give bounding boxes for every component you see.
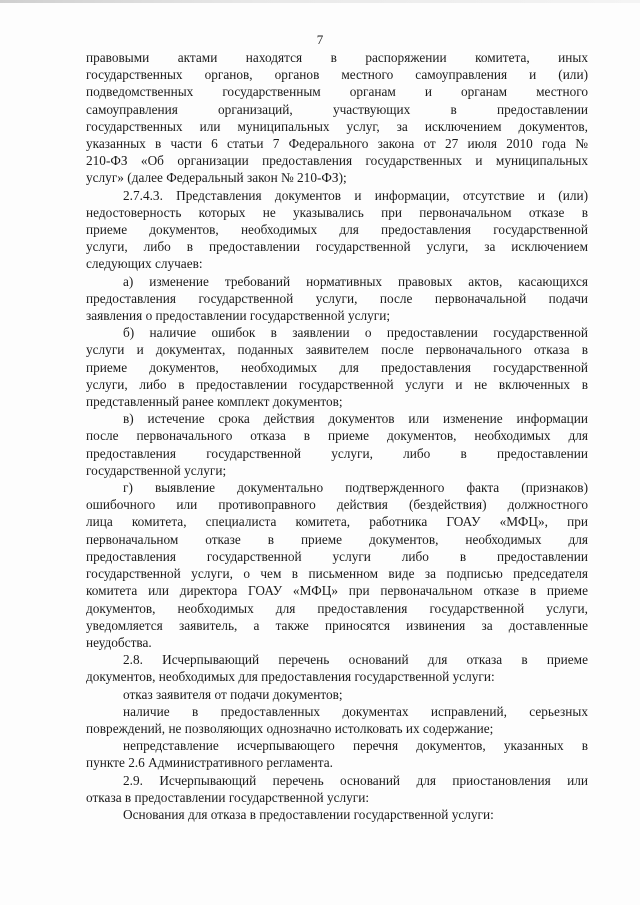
text-line: недостоверность которых не указывались при первоначальном отказе в bbox=[86, 204, 588, 220]
list-item-b bbox=[86, 324, 588, 410]
list-item-v bbox=[86, 410, 588, 479]
text-line: наличие в предоставленных документах исправлений, серьезных bbox=[123, 703, 588, 719]
text-line: повреждений, не позволяющих однозначно истолковать их содержание; bbox=[86, 720, 494, 736]
text-line: услуги, либо в предоставлении государственной услуги и не включенных в bbox=[86, 376, 588, 392]
paragraph-legal-acts-continuation bbox=[86, 49, 588, 187]
text-line: неудобства. bbox=[86, 634, 152, 650]
text-line: 2.7.4.3. Представления документов и информации, отсутствие и (или) bbox=[123, 187, 588, 203]
list-item-a bbox=[86, 273, 588, 325]
text-line: подведомственных государственным органам и органам местного bbox=[86, 84, 588, 100]
text-line: лица комитета, специалиста комитета, работника ГОАУ «МФЦ», при bbox=[86, 514, 588, 530]
text-line: правовыми актами находятся в распоряжении комитета, иных bbox=[86, 50, 588, 65]
text-line: отказа в предоставлении государственной услуги: bbox=[86, 789, 370, 805]
text-line: услуги, либо в предоставлении государственной услуги, за исключением bbox=[86, 239, 588, 255]
text-line: государственных или муниципальных услуг, за исключением документов, bbox=[86, 118, 588, 134]
text-line: пункте 2.6 Административного регламента. bbox=[86, 755, 333, 771]
text-line: 2.8. Исчерпывающий перечень оснований для отказа в приеме bbox=[123, 652, 588, 668]
document-body bbox=[86, 49, 588, 823]
text-line: 210-ФЗ «Об организации предоставления государственных и муниципальных bbox=[86, 153, 588, 169]
text-line: Основания для отказа в предоставлении государственной услуги: bbox=[123, 806, 494, 822]
text-line: приеме документов, необходимых для предоставления государственной bbox=[86, 222, 588, 238]
text-line: государственной услуги; bbox=[86, 462, 227, 478]
text-line: г) выявление документально подтвержденного факта (признаков) bbox=[123, 480, 588, 496]
text-line: предоставления государственной услуги, после первоначальной подачи bbox=[86, 290, 588, 306]
text-line: самоуправления организаций, участвующих в предоставлении bbox=[86, 101, 588, 117]
reason-applicant-refusal bbox=[86, 686, 588, 703]
text-line: в) истечение срока действия документов или изменение информации bbox=[123, 411, 588, 427]
text-line: документов, необходимых для предоставления государственной услуги: bbox=[86, 669, 495, 685]
text-line: заявления о предоставлении государственной услуги; bbox=[86, 308, 391, 324]
scan-edge bbox=[0, 0, 640, 3]
page-number: 7 bbox=[316, 32, 324, 47]
text-line: государственных органов, органов местного самоуправления и (или) bbox=[86, 67, 588, 83]
text-line: комитета или директора ГОАУ «МФЦ» при первоначальном отказе в приеме bbox=[86, 583, 588, 599]
text-line: услуг» (далее Федеральный закон № 210-ФЗ); bbox=[86, 170, 347, 186]
text-line: указанных в части 6 статьи 7 Федерального закона от 27 июля 2010 года № bbox=[86, 136, 588, 152]
paragraph-2-9 bbox=[86, 772, 588, 806]
paragraph-2-8 bbox=[86, 651, 588, 685]
reason-corrections-damage bbox=[86, 703, 588, 737]
text-line: 2.9. Исчерпывающий перечень оснований для приостановления или bbox=[123, 772, 588, 788]
list-item-g bbox=[86, 479, 588, 651]
reason-incomplete-documents bbox=[86, 737, 588, 771]
text-line: первоначальном отказе в приеме документов, необходимых для bbox=[86, 531, 588, 547]
text-line: отказ заявителя от подачи документов; bbox=[123, 686, 343, 702]
text-line: предоставления государственной услуги либо в предоставлении bbox=[86, 548, 588, 564]
text-line: следующих случаев: bbox=[86, 256, 203, 272]
text-line: услуги и документах, поданных заявителем после первоначального отказа в bbox=[86, 342, 588, 358]
text-line: предоставления государственной услуги, либо в предоставлении bbox=[86, 445, 588, 461]
text-line: государственной услуги, о чем в письменном виде за подписью председателя bbox=[86, 566, 588, 582]
text-line: приеме документов, необходимых для предоставления государственной bbox=[86, 359, 588, 375]
text-line: ошибочного или противоправного действия (бездействия) должностного bbox=[86, 497, 588, 513]
text-line: непредставление исчерпывающего перечня документов, указанных в bbox=[123, 738, 588, 754]
text-line: после первоначального отказа в приеме документов, необходимых для bbox=[86, 428, 588, 444]
text-line: уведомляется заявитель, а также приносятся извинения за доставленные bbox=[86, 617, 588, 633]
text-line: б) наличие ошибок в заявлении о предоставлении государственной bbox=[123, 325, 588, 341]
text-line: а) изменение требований нормативных правовых актов, касающихся bbox=[123, 273, 588, 289]
paragraph-refusal-grounds-heading bbox=[86, 806, 588, 823]
paragraph-2-7-4-3 bbox=[86, 187, 588, 273]
text-line: представленный ранее комплект документов; bbox=[86, 394, 343, 410]
text-line: документов, необходимых для предоставления государственной услуги, bbox=[86, 600, 588, 616]
